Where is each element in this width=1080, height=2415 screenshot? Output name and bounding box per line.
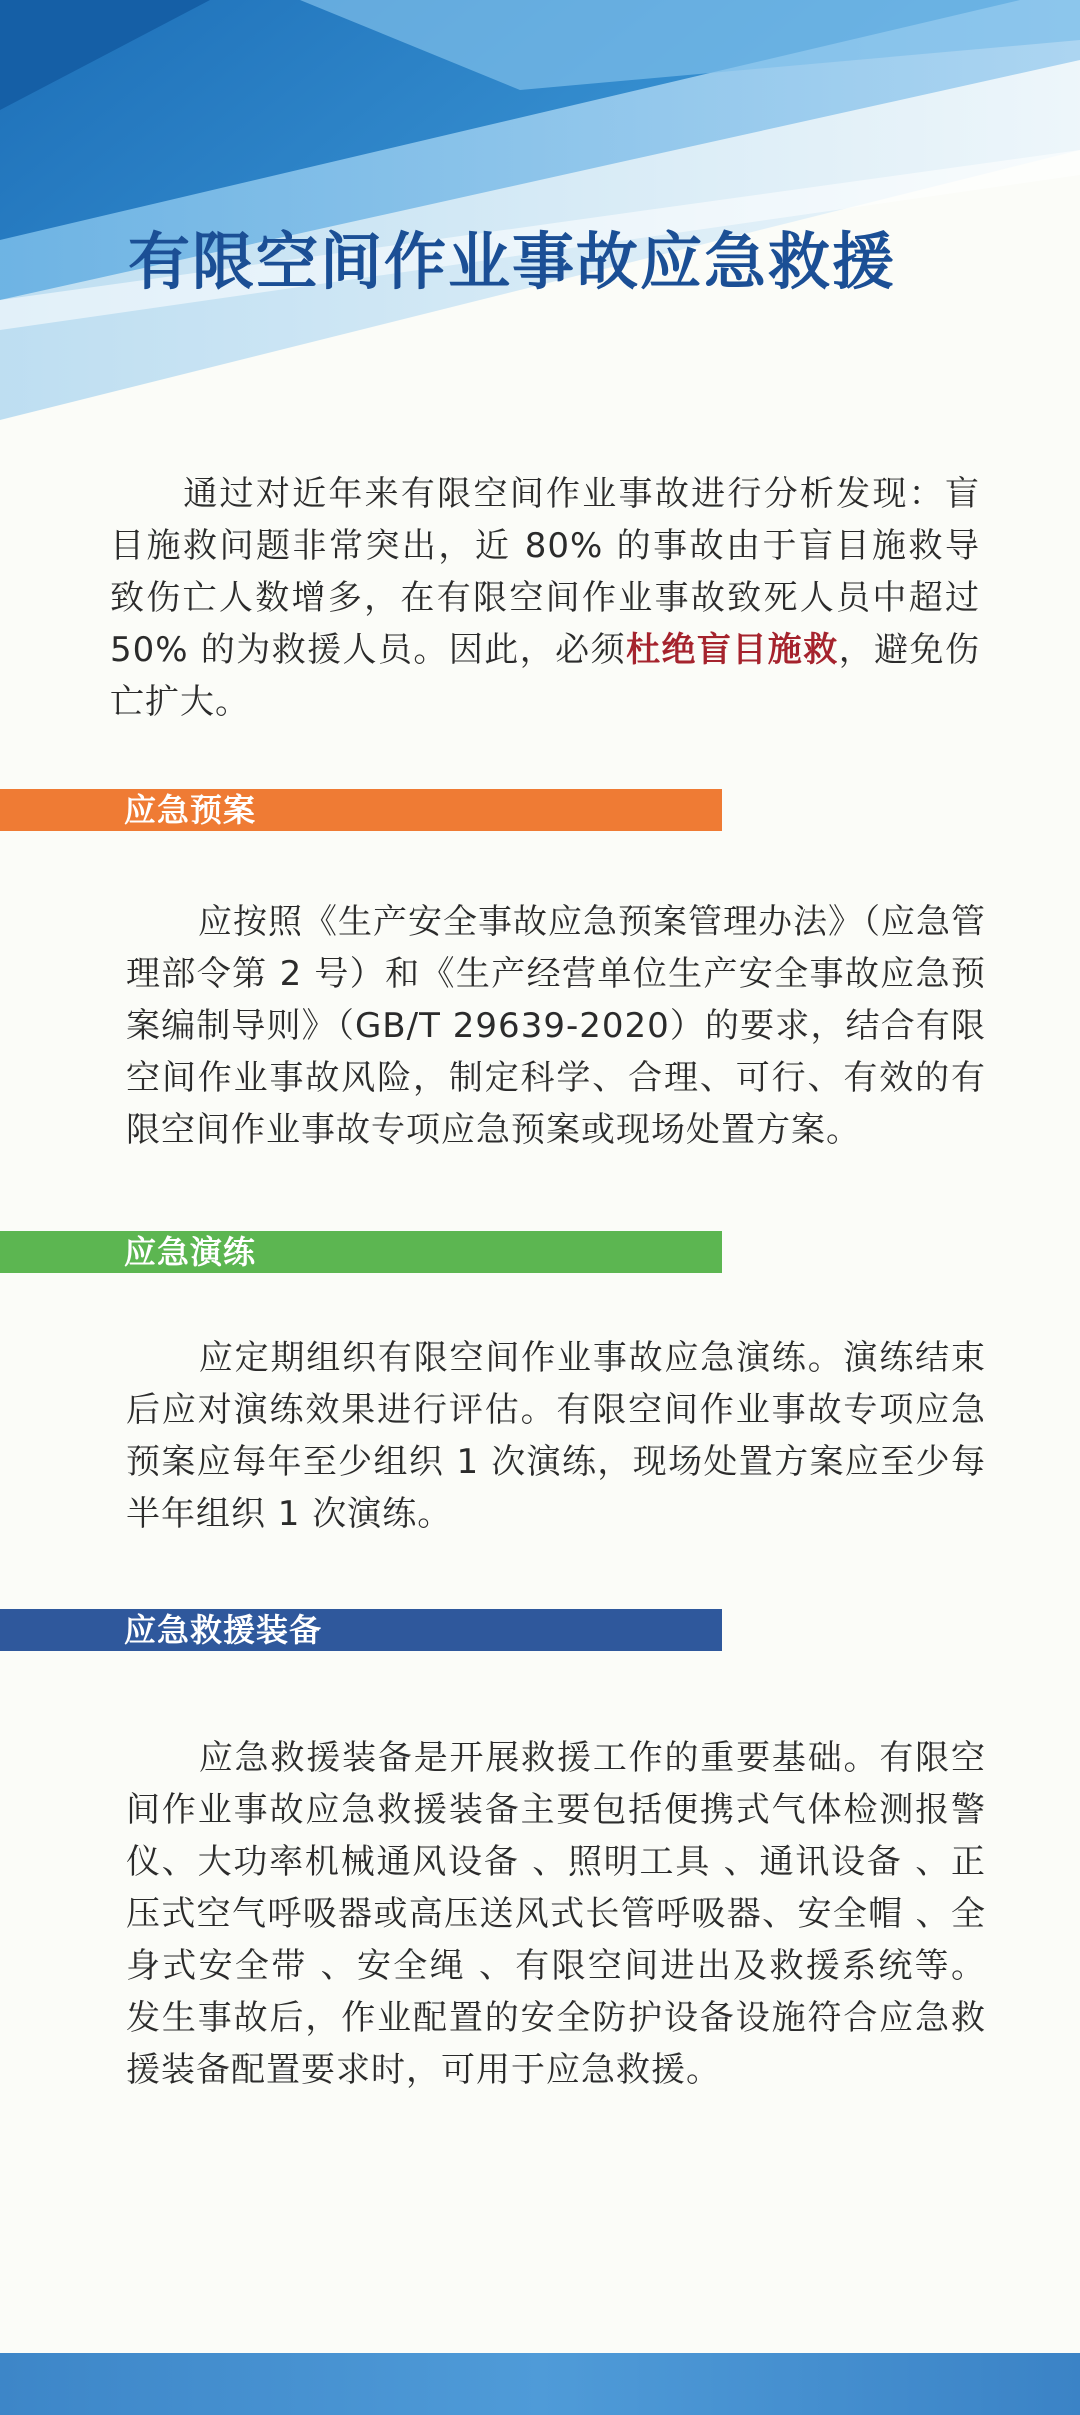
section-heading-emergency-drill: 应急演练 (124, 1233, 257, 1271)
section-bar-emergency-plan (0, 789, 722, 831)
section-bar-emergency-drill (0, 1231, 722, 1273)
footer-bar (0, 2353, 1080, 2415)
intro-text-after: ，避免伤亡扩大。 (110, 630, 980, 722)
page-title: 有限空间作业事故应急救援 (128, 225, 897, 298)
section-text: 应定期组织有限空间作业事故应急演练。演练结束后应对演练效果进行评估。有限空间作业事故专项应急预案应每年至少组织 1 次演练，现场处置方案应至少每半年组织 1 次演练。 (126, 1338, 986, 1534)
intro-paragraph (110, 468, 980, 728)
section-heading-rescue-equipment: 应急救援装备 (124, 1611, 323, 1649)
section-body-rescue-equipment (126, 1732, 986, 2096)
section-heading-emergency-plan: 应急预案 (124, 791, 257, 829)
section-body-emergency-drill (126, 1332, 986, 1540)
section-bar-rescue-equipment (0, 1609, 722, 1651)
intro-highlight: 杜绝盲目施救 (626, 630, 839, 670)
section-text: 应按照《生产安全事故应急预案管理办法》（应急管理部令第 2 号）和《生产经营单位生产安全事故应急预案编制导则》（GB/T 29639-2020）的要求，结合有限空间作业事故风险，制定科学、合理、可行、有效的有限空间作业事故专项应急预案或现场处置方案。 (126, 902, 986, 1150)
section-body-emergency-plan (126, 896, 986, 1156)
intro-text-before: 通过对近年来有限空间作业事故进行分析发现：盲目施救问题非常突出，近 80% 的事故由于盲目施救导致伤亡人数增多，在有限空间作业事故致死人员中超过 50% 的为救援人员。因此，必须 (110, 474, 980, 670)
section-text: 应急救援装备是开展救援工作的重要基础。有限空间作业事故应急救援装备主要包括便携式气体检测报警仪、大功率机械通风设备 、照明工具 、通讯设备 、正压式空气呼吸器或高压送风式长管呼吸器、安全帽 、全身式安全带 、安全绳 、有限空间进出及救援系统等。发生事故后，作业配置的安全防护设备设施符合应急救援装备配置要求时，可用于应急救援。 (126, 1738, 986, 2090)
